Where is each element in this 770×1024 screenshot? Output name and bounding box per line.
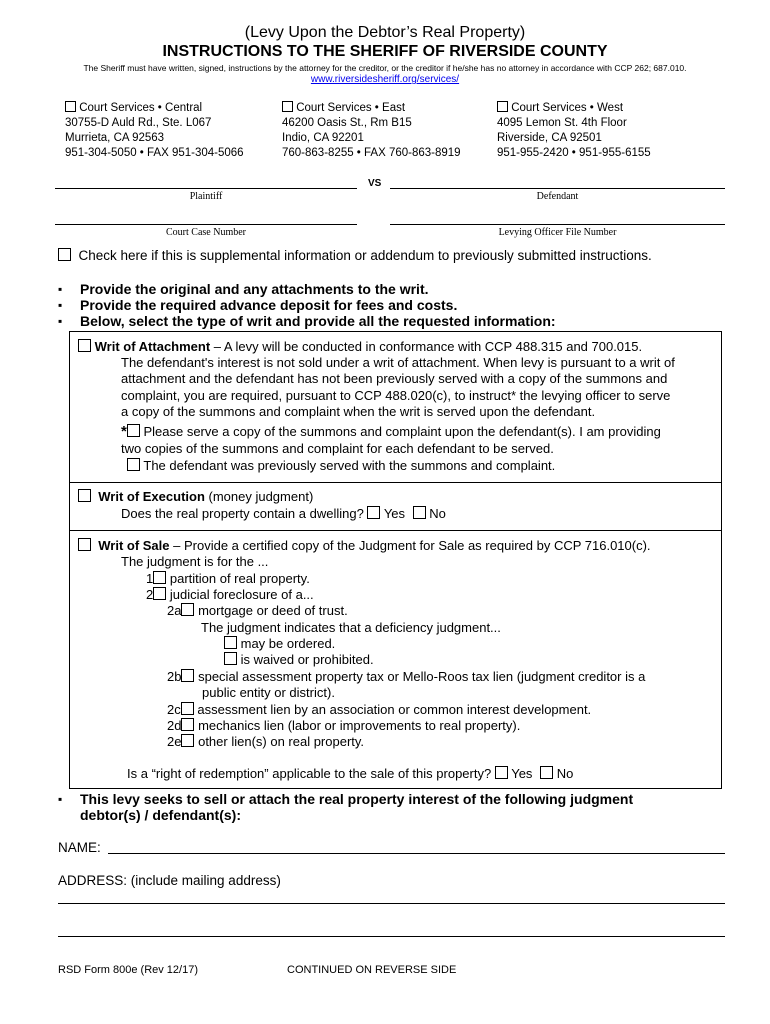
redemption-row xyxy=(127,766,573,782)
address-field-line-1[interactable] xyxy=(58,903,725,904)
writ-attachment-checkbox[interactable] xyxy=(78,339,91,352)
special-assessment-checkbox[interactable] xyxy=(181,669,194,682)
defendant-label: Defendant xyxy=(536,191,579,202)
option-number: 2 xyxy=(146,587,154,602)
partition-checkbox[interactable] xyxy=(153,571,166,584)
writ-attachment-title: Writ of Attachment xyxy=(94,339,211,354)
sale-option-2e xyxy=(167,734,364,750)
writ-sale-intro: – Provide a certified copy of the Judgment for Sale as required by CCP 716.010(c). xyxy=(169,538,651,553)
office-name: Court Services • East xyxy=(296,102,406,114)
option-number: 2a xyxy=(167,603,182,618)
dwelling-no-label: No xyxy=(429,506,446,521)
attachment-text-line: attachment and the defendant has not been previously served with a copy of the summons and xyxy=(121,371,668,386)
office-name: Court Services • West xyxy=(511,102,624,114)
dwelling-yes-label: Yes xyxy=(383,506,406,521)
redemption-yes-checkbox[interactable] xyxy=(495,766,508,779)
sale-option-2 xyxy=(146,587,314,603)
office-central xyxy=(65,101,244,161)
writ-attachment-intro: – A levy will be conducted in conformance with CCP 488.315 and 700.015. xyxy=(210,339,643,354)
option-number: 2c xyxy=(167,702,181,717)
form-number: RSD Form 800e (Rev 12/17) xyxy=(58,964,198,976)
option-number: 2b xyxy=(167,669,182,684)
redemption-question: Is a “right of redemption” applicable to the sale of this property? xyxy=(127,766,492,781)
office-name: Court Services • Central xyxy=(79,102,203,114)
redemption-no-label: No xyxy=(556,766,574,781)
bullet-icon: ▪ xyxy=(58,314,63,328)
supplemental-text: Check here if this is supplemental information or addendum to previously submitted instructions. xyxy=(78,248,652,263)
address-label: ADDRESS: (include mailing address) xyxy=(58,873,281,888)
sheriff-website-link[interactable]: www.riversidesheriff.org/services/ xyxy=(310,74,460,85)
office-city: Murrieta, CA 92563 xyxy=(65,132,165,144)
mortgage-text: mortgage or deed of trust. xyxy=(198,603,348,618)
sheriff-notice: The Sheriff must have written, signed, instructions by the attorney for the creditor, or the creditor if he/she has no attorney in accordance with CCP 262; 687.010. xyxy=(83,63,687,73)
writ-execution-heading xyxy=(78,489,313,505)
partition-text: partition of real property. xyxy=(169,571,310,586)
office-address: 30755-D Auld Rd., Ste. L067 xyxy=(65,117,212,129)
deficiency-may-text: may be ordered. xyxy=(240,636,336,651)
office-address: 4095 Lemon St. 4th Floor xyxy=(497,117,627,129)
other-lien-checkbox[interactable] xyxy=(181,734,194,747)
dwelling-question-row xyxy=(121,506,446,522)
case-number-label: Court Case Number xyxy=(166,227,246,238)
continued-notice: CONTINUED ON REVERSE SIDE xyxy=(287,964,457,976)
office-phone: 951-955-2420 • 951-955-6155 xyxy=(497,147,651,159)
office-address: 46200 Oasis St., Rm B15 xyxy=(282,117,412,129)
attachment-text-line: The defendant's interest is not sold under a writ of attachment. When levy is pursuant to a writ of xyxy=(121,355,675,370)
sale-option-2a xyxy=(167,603,348,619)
option-number: 2e xyxy=(167,734,182,749)
plaintiff-label: Plaintiff xyxy=(189,191,223,202)
name-field-line[interactable] xyxy=(108,853,725,854)
bullet-icon: ▪ xyxy=(58,298,63,312)
mortgage-checkbox[interactable] xyxy=(181,603,194,616)
office-city: Riverside, CA 92501 xyxy=(497,132,602,144)
attachment-text-line: a copy of the summons and complaint when the writ is served upon the defendant. xyxy=(121,404,596,419)
case-number-line[interactable] xyxy=(55,224,357,225)
dwelling-question: Does the real property contain a dwelling? xyxy=(121,506,364,521)
deficiency-may-checkbox[interactable] xyxy=(224,636,237,649)
deficiency-may-row xyxy=(224,636,335,652)
writ-execution-title: Writ of Execution xyxy=(98,489,205,504)
option-number: 1 xyxy=(146,571,154,586)
assessment-lien-text: assessment lien by an association or common interest development. xyxy=(197,702,592,717)
plaintiff-line[interactable] xyxy=(55,188,357,189)
mechanics-lien-checkbox[interactable] xyxy=(181,718,194,731)
serve-summons-text-cont: two copies of the summons and complaint for each defendant to be served. xyxy=(121,441,554,456)
bullet-original: Provide the original and any attachments to the writ. xyxy=(80,281,429,297)
writ-sale-checkbox[interactable] xyxy=(78,538,91,551)
bullet-icon: ▪ xyxy=(58,792,63,806)
option-number: 2d xyxy=(167,718,182,733)
vs-label: VS xyxy=(368,178,382,189)
attachment-text-line: complaint, you are required, pursuant to CCP 488.020(c), to instruct* the levying officer to serve xyxy=(121,388,671,403)
mechanics-lien-text: mechanics lien (labor or improvements to real property). xyxy=(198,718,521,733)
writ-attachment-heading xyxy=(78,339,642,355)
option-prev-served-row xyxy=(127,458,555,474)
deficiency-waived-row xyxy=(224,652,374,668)
office-west xyxy=(497,101,651,161)
deficiency-waived-text: is waived or prohibited. xyxy=(240,652,374,667)
dwelling-yes-checkbox[interactable] xyxy=(367,506,380,519)
supplemental-checkbox[interactable] xyxy=(58,248,71,261)
form-subtitle: (Levy Upon the Debtor’s Real Property) xyxy=(244,24,526,41)
dwelling-no-checkbox[interactable] xyxy=(413,506,426,519)
levying-file-line[interactable] xyxy=(390,224,725,225)
supplemental-row xyxy=(58,248,652,264)
office-phone: 951-304-5050 • FAX 951-304-5066 xyxy=(65,147,244,159)
asterisk-mark: * xyxy=(121,423,127,440)
writ-sale-heading xyxy=(78,538,651,554)
previously-served-checkbox[interactable] xyxy=(127,458,140,471)
sale-option-1 xyxy=(146,571,310,587)
defendant-line[interactable] xyxy=(390,188,725,189)
office-east xyxy=(282,101,461,161)
office-phone: 760-863-8255 • FAX 760-863-8919 xyxy=(282,147,461,159)
form-title: INSTRUCTIONS TO THE SHERIFF OF RIVERSIDE COUNTY xyxy=(162,43,608,60)
bullet-deposit: Provide the required advance deposit for fees and costs. xyxy=(80,297,458,313)
office-west-checkbox[interactable] xyxy=(497,101,508,112)
option-serve-row xyxy=(121,424,661,440)
levy-text-cont: debtor(s) / defendant(s): xyxy=(80,807,241,823)
sale-option-2b xyxy=(167,669,645,685)
levying-file-label: Levying Officer File Number xyxy=(498,227,617,238)
previously-served-text: The defendant was previously served with the summons and complaint. xyxy=(143,458,556,473)
bullet-icon: ▪ xyxy=(58,282,63,296)
assessment-lien-checkbox[interactable] xyxy=(181,702,194,715)
office-city: Indio, CA 92201 xyxy=(282,132,364,144)
name-label: NAME: xyxy=(58,840,101,855)
office-central-checkbox[interactable] xyxy=(65,101,76,112)
sale-option-2c xyxy=(167,702,591,718)
serve-summons-checkbox[interactable] xyxy=(127,424,140,437)
sale-option-2d xyxy=(167,718,520,734)
address-field-line-2[interactable] xyxy=(58,936,725,937)
deficiency-waived-checkbox[interactable] xyxy=(224,652,237,665)
redemption-no-checkbox[interactable] xyxy=(540,766,553,779)
writ-sale-title: Writ of Sale xyxy=(98,538,170,553)
deficiency-text: The judgment indicates that a deficiency judgment... xyxy=(201,620,501,635)
foreclosure-checkbox[interactable] xyxy=(153,587,166,600)
redemption-yes-label: Yes xyxy=(511,766,533,781)
writ-execution-suffix: (money judgment) xyxy=(204,489,314,504)
judgment-for-text: The judgment is for the ... xyxy=(121,554,269,569)
levy-text: This levy seeks to sell or attach the real property interest of the following judgment xyxy=(80,791,634,807)
special-assessment-text-cont: public entity or district). xyxy=(202,685,335,700)
writ-execution-checkbox[interactable] xyxy=(78,489,91,502)
other-lien-text: other lien(s) on real property. xyxy=(198,734,365,749)
serve-summons-text: Please serve a copy of the summons and complaint upon the defendant(s). I am providing xyxy=(143,424,661,439)
foreclosure-text: judicial foreclosure of a... xyxy=(169,587,314,602)
special-assessment-text: special assessment property tax or Mello-Roos tax lien (judgment creditor is a xyxy=(198,669,646,684)
bullet-select: Below, select the type of writ and provide all the requested information: xyxy=(80,313,556,329)
office-east-checkbox[interactable] xyxy=(282,101,293,112)
